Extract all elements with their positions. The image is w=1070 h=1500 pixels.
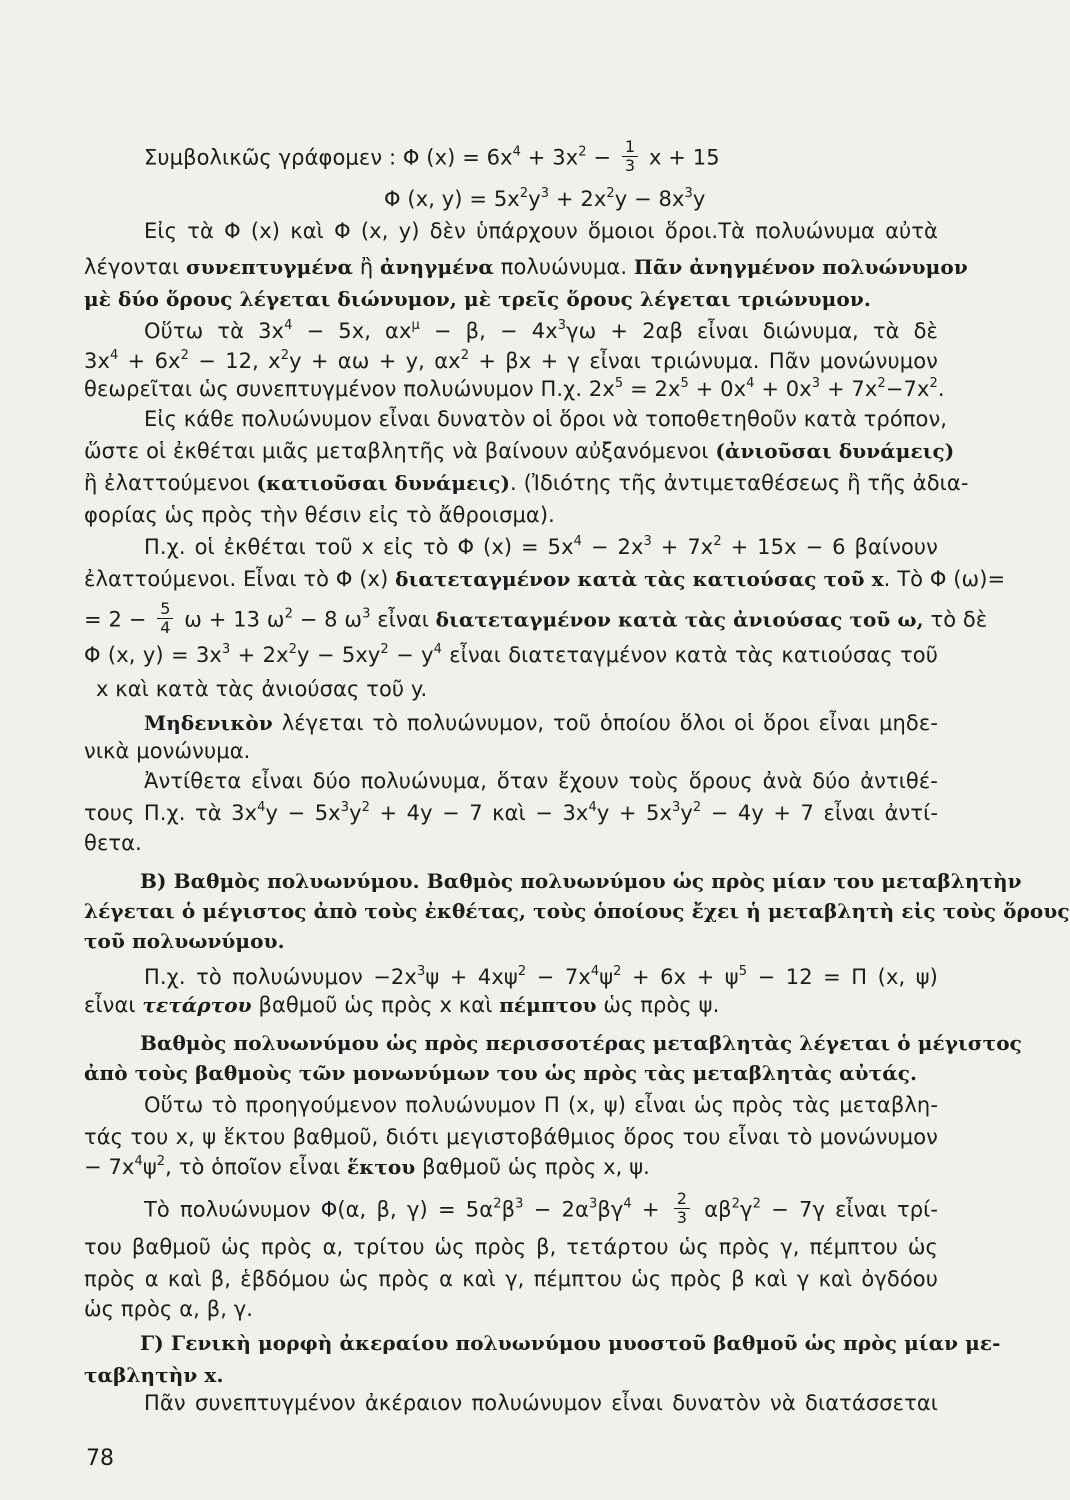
text-line: ὥστε οἱ ἐκθέται μιᾶς μεταβλητῆς νὰ βαίνουν αὐξανόμενοι (ἀνιοῦσαι δυνάμεις) [84,439,955,463]
text-line: Π.χ. τὸ $\pi o\lambda\upsilon ώ\nu\upsilon\mu o\nu -2x^3\psi + 4x\psi^2 - 7x^4\psi^2 + 6x + \psi^5 - 12 = \Pi$ (x, ψ) [144,964,938,989]
formula-line: Συμβολικῶς γράφομεν : Φ $(x) = 6x^4 + 3x^2$ − $\frac{1}{3}$ x + 15 [144,137,720,175]
text-line: ταβλητὴν x. [84,1363,224,1387]
text-line: ἢ ἐλαττούμενοι (κατιοῦσαι δυνάμεις). (Ἰδιότης τῆς ἀντιμεταθέσεως ἢ τῆς ἀδια- [84,471,969,495]
text-line: λέγεται ὁ μέγιστος ἀπὸ τοὺς ἐκθέτας, τοὺς ὁποίους ἔχει ἡ μεταβλητὴ εἰς τοὺς ὅρους [84,899,1070,923]
text-line: φορίας ὡς πρὸς τὴν θέσιν εἰς τὸ ἄθροισμα). [84,503,555,527]
text-line: Οὕτω τὸ προηγούμενον πολυώνυμον Π (x, ψ) εἶναι ὡς πρὸς τὰς μεταβλη- [144,1093,938,1117]
text-line: ἀπὸ τοὺς βαθμοὺς τῶν μονωνύμων του ὡς πρὸς τὰς μεταβλητὰς αὐτάς. [84,1061,918,1085]
text-line: Βαθμὸς πολυωνύμου ὡς πρὸς περισσοτέρας μεταβλητὰς λέγεται ὁ μέγιστος [140,1031,1022,1055]
formula-line: Φ (x, $y) = 5x^2y^3 + 2x^2y - 8x^3y$ [384,186,706,211]
text-line: Τὸ πολυώνυμον Φ(α, β, $\gamma) = 5\alpha^2\beta^3 - 2\alpha^3\beta\gamma^4$ + $\frac{2}{3}$ $\alpha\beta^2\gamma^2 - 7\gamma$ εἶναι τρί- [144,1189,939,1227]
text-line: εἶναι τετάρτου βαθμοῦ ὡς πρὸς x καὶ πέμπτου ὡς πρὸς ψ. [84,993,720,1017]
text-line: μὲ δύο ὅρους λέγεται διώνυμον, μὲ τρεῖς ὅρους λέγεται τριώνυμον. [84,287,871,311]
text-line: θετα. [84,831,142,855]
text-line: θεωρεῖται ὡς συνεπτυγμένον πολυώνυμον Π.χ. $2x^5 = 2x^5 + 0x^4 + 0x^3 + 7x^2-7x^2$. [84,376,945,401]
text-line: τοῦ πολυωνύμου. [84,929,285,953]
text-line: του βαθμοῦ ὡς πρὸς α, τρίτου ὡς πρὸς β, τετάρτου ὡς πρὸς γ, πέμπτου ὡς [84,1235,938,1259]
text-line: ὡς πρὸς α, β, γ. [84,1297,254,1321]
text-line: ἐλαττούμενοι. Εἶναι τὸ Φ (x) διατεταγμένον κατὰ τὰς κατιούσας τοῦ x. Τὸ Φ (ω)= [84,567,1006,591]
page-number: 78 [86,1446,114,1471]
text-line: Εἰς τὰ Φ (x) καὶ Φ (x, y) δὲν ὑπάρχουν ὅμοιοι ὅροι.Τὰ πολυώνυμα αὐτὰ [144,219,938,243]
text-line: τάς του x, ψ ἕκτου βαθμοῦ, διότι μεγιστοβάθμιος ὅρος του εἶναι τὸ μονώνυμον [84,1125,938,1149]
text-line: Μηδενικὸν λέγεται τὸ πολυώνυμον, τοῦ ὁποίου ὅλοι οἱ ὅροι εἶναι μηδε- [144,711,938,735]
text-line: − $7x^4\psi^2$, τὸ ὁποῖον εἶναι ἕκτου βαθμοῦ ὡς πρὸς x, ψ. [84,1154,650,1179]
section-heading: Γ) Γενικὴ μορφὴ ἀκεραίου πολυωνύμου μυοστοῦ βαθμοῦ ὡς πρὸς μίαν με- [140,1331,1001,1355]
text-line: πρὸς α καὶ β, ἑβδόμου ὡς πρὸς α καὶ γ, πέμπτου ὡς πρὸς β καὶ γ καὶ ὀγδόου [84,1267,938,1291]
text-line: λέγονται συνεπτυγμένα ἢ ἀνηγμένα πολυώνυμα. Πᾶν ἀνηγμένον πολυώνυμον [84,255,968,279]
text-line: $3x^4 + 6x^2 - 12$, $x^2y + \alpha\omega + y$, $\alpha x^2 + \beta x + \gamma$ εἶναι τριώνυμα. Πᾶν μονώνυμον [84,348,938,373]
text-line: Πᾶν συνεπτυγμένον ἀκέραιον πολυώνυμον εἶναι δυνατὸν νὰ διατάσσεται [144,1391,938,1415]
text-line: τους Π.χ. τὰ $3x^4y - 5x^3y^2 + 4y - 7$ καὶ − $3x^4y + 5x^3y^2 - 4y + 7$ εἶναι ἀντί- [84,800,939,825]
text-line: νικὰ μονώνυμα. [84,739,251,763]
text-line: Ἀντίθετα εἶναι δύο πολυώνυμα, ὅταν ἔχουν τοὺς ὅρους ἀνὰ δύο ἀντιθέ- [144,769,938,793]
text-line: = 2 − $\frac{5}{4}$ ω + 13 $\omega^2 - 8$ $\omega^3$ εἶναι διατεταγμένον κατὰ τὰς ἀνιούσας τοῦ ω, τὸ δὲ [84,599,988,637]
text-line: Π.χ. οἱ ἐκθέται τοῦ x εἰς τὸ Φ $(x) = 5x^4 - 2x^3 + 7x^2 + 15x - 6$ βαίνουν [144,534,938,559]
text-line: Εἰς κάθε πολυώνυμον εἶναι δυνατὸν οἱ ὅροι νὰ τοποθετηθοῦν κατὰ τρόπον, [144,407,948,431]
text-line: Φ (x, $y) = 3x^3 + 2x^2y - 5xy^2 - y^4$ εἶναι διατεταγμένον κατὰ τὰς κατιούσας τοῦ [84,642,938,667]
section-heading: Β) Βαθμὸς πολυωνύμου. Βαθμὸς πολυωνύμου ὡς πρὸς μίαν του μεταβλητὴν [140,869,1022,893]
text-line: x καὶ κατὰ τὰς ἀνιούσας τοῦ y. [96,677,428,701]
text-line: Οὕτω τὰ $3x^4 - 5x$, $\alpha x^\mu - \beta$, − $4x^3\gamma\omega + 2\alpha\beta$ εἶναι διώνυμα, τὰ δὲ [144,318,938,343]
